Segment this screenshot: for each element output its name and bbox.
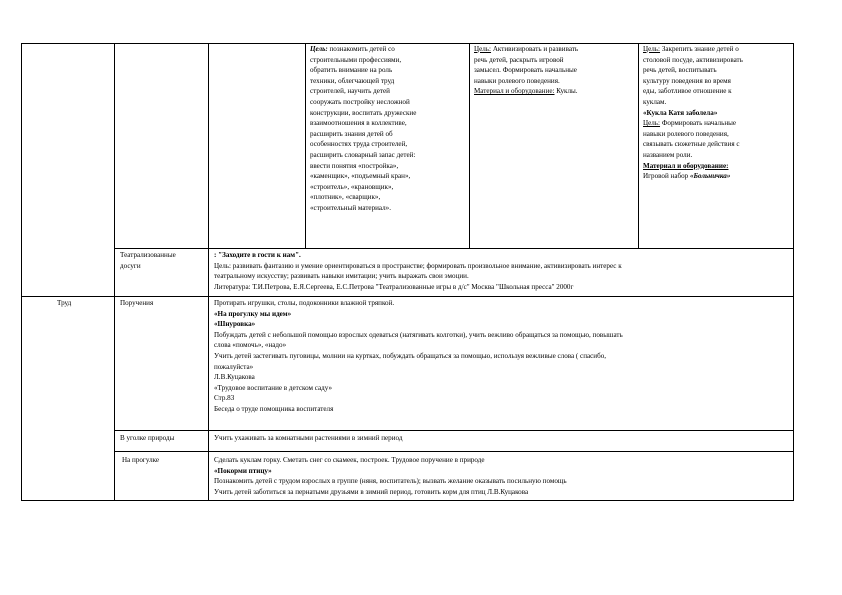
text-line: ввести понятия «постройка», — [310, 161, 399, 170]
theatre-title: : "Заходите в гости к нам". — [214, 251, 301, 259]
nature-corner-label: В уголке природы — [120, 434, 175, 442]
construction-goal-first-line: Цель: познакомить детей со — [310, 45, 395, 53]
text-line: замысел. Формировать начальные — [474, 66, 577, 75]
role-play-goal-first-line: Цель: Активизировать и развивать — [474, 45, 579, 53]
col-divider-2 — [208, 43, 209, 501]
text-line: «На прогулку мы идем» — [214, 309, 292, 318]
game-title: «Кукла Катя заболела» — [643, 108, 718, 117]
text-line: Учить детей застегивать пуговицы, молнии на куртках, побуждать обращаться за помощью, используя вежливые слова ( спасибо, — [214, 351, 607, 360]
labour-section-label: Труд — [57, 299, 72, 307]
material-line: Игровой набор «Больничка» — [643, 172, 731, 181]
text-line: Л.В.Куцакова — [214, 373, 255, 382]
text-line: «Трудовое воспитание в детском саду» — [214, 383, 333, 392]
text-line: «строительный материал». — [310, 203, 391, 212]
text-line: Учить детей заботиться за пернатыми друзьями в зимний период, готовить корм для птиц Л.В.Куцакова — [214, 487, 529, 496]
col-divider-1 — [114, 43, 115, 501]
text-line: речь детей, раскрыть игровой — [474, 55, 564, 64]
text-line: обратить внимание на роль — [310, 66, 393, 75]
text-line: досуги — [120, 261, 141, 270]
text-line: «Шнуровка» — [214, 320, 256, 329]
text-line: столовой посуде, активизировать — [643, 55, 743, 64]
material-label: Материал и оборудование: — [643, 161, 729, 170]
text-line: «плотник», «сварщик», — [310, 193, 381, 202]
table-left-border — [21, 43, 22, 501]
text-line: названием роли. — [643, 150, 693, 159]
doll-goal-first-line: Цель: Формировать начальные — [643, 119, 737, 128]
text-line: взаимоотношения в коллективе, — [310, 119, 407, 128]
table-bottom-border — [21, 500, 794, 501]
text-line: Познакомить детей с трудом взрослых в группе (няня, воспитатель); вызвать желание оказывать посильную помощь — [214, 477, 567, 486]
text-line: «Покорми птицу» — [214, 466, 272, 475]
assignments-label: Поручения — [120, 299, 154, 307]
text-line: речь детей, воспитывать — [643, 66, 717, 75]
walk-label: На прогулке — [122, 456, 160, 464]
text-line: еды, заботливое отношение к — [643, 87, 732, 96]
dishes-goal-first-line: Цель: Закрепить знание детей о — [643, 45, 739, 53]
text-line: Театрализованные — [120, 251, 176, 259]
theatre-label — [120, 250, 176, 271]
text-line: «каменщик», «подъемный кран», — [310, 172, 411, 181]
row-divider-4 — [114, 451, 794, 452]
text-line: сооружать постройку несложной — [310, 97, 410, 106]
text-line: навыки ролевого поведения, — [643, 129, 729, 138]
text-line: Стр.83 — [214, 394, 235, 403]
text-line: расширить знания детей об — [310, 129, 393, 138]
dishes-goal-cell — [643, 44, 743, 182]
literature-line: Литература: Т.И.Петрова, Е.Я.Сергеева, Е.С.Петрова "Театрализованные игры в д/с" Москва "Школьная пресса" 2000г — [214, 282, 574, 291]
assignments-content — [214, 298, 623, 415]
text-line: Цель: развивать фантазию и умение ориентироваться в пространстве; формировать произвольное внимание, активизировать интерес к — [214, 261, 622, 270]
col-divider-4 — [469, 43, 470, 249]
text-line: навыки ролевого поведения. — [474, 76, 560, 85]
construction-goal-cell — [310, 44, 416, 214]
row-divider-1 — [114, 248, 794, 249]
text-line: Протирать игрушки, столы, подоконники влажной тряпкой. — [214, 299, 395, 307]
text-line: Сделать куклам горку. Сметать снег со скамеек, построек. Трудовое поручение в природе — [214, 456, 485, 464]
table-right-border — [793, 43, 794, 501]
text-line: строителей, научить детей — [310, 87, 390, 96]
text-line: Побуждать детей с небольшой помощью взрослых одеваться (натягивать колготки), учить вежливо обращаться за помощью, повышать — [214, 330, 623, 339]
col-divider-3 — [305, 43, 306, 249]
nature-corner-content: Учить ухаживать за комнатными растениями в зимний период — [214, 434, 403, 442]
text-line: слова «помочь», «надо» — [214, 341, 287, 350]
text-line: особенностях труда строителей, — [310, 140, 408, 149]
text-line: пожалуйста» — [214, 362, 254, 371]
row-divider-3 — [114, 430, 794, 431]
text-line: театральному искусству; развивать навыки имитации; учить выражать свои эмоции. — [214, 272, 469, 281]
text-line: конструкции, воспитать дружеские — [310, 108, 417, 117]
text-line: связывать сюжетные действия с — [643, 140, 740, 149]
text-line: Беседа о труде помощника воспитателя — [214, 404, 334, 413]
walk-content — [214, 455, 567, 497]
theatre-content — [214, 250, 622, 292]
col-divider-5 — [638, 43, 639, 249]
row-divider-2 — [21, 296, 794, 297]
text-line: куклам. — [643, 97, 667, 106]
text-line: строительными профессиями, — [310, 55, 402, 64]
role-play-goal-cell — [474, 44, 578, 97]
text-line: расширить словарный запас детей: — [310, 150, 416, 159]
text-line: культуру поведения во время — [643, 76, 731, 85]
text-line: «строитель», «крановщик», — [310, 182, 394, 191]
text-line: техники, облегчающей труд — [310, 76, 395, 85]
material-line: Материал и оборудование: Куклы. — [474, 87, 578, 96]
